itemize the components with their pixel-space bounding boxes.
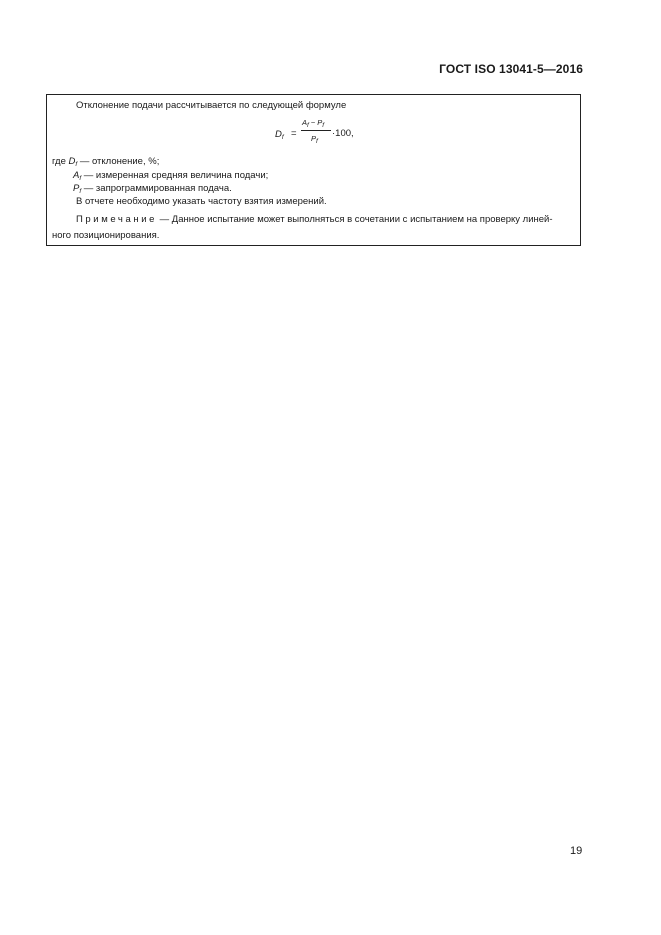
note-line-2: ного позиционирования. (52, 230, 160, 241)
formula-num-p: P (317, 118, 323, 127)
note-label: Примечание (76, 214, 157, 225)
note-line-1 (76, 214, 553, 226)
formula-den-p: P (311, 134, 317, 143)
note-text-1: — Данное испытание может выполняться в сочетании с испытанием на проверку линей- (157, 214, 553, 225)
content-frame (46, 94, 581, 246)
definition-sub: f (75, 161, 78, 168)
formula-numerator (302, 118, 324, 129)
formula-equals: = (291, 128, 297, 139)
formula-minus: − (310, 118, 316, 127)
report-requirement: В отчете необходимо указать частоту взятия измерений. (76, 196, 327, 207)
formula-lhs-sub: f (281, 134, 284, 141)
definition-prefix: где (52, 156, 69, 167)
definition-text: — измеренная средняя величина подачи; (81, 170, 269, 181)
page-number: 19 (570, 845, 583, 857)
definition-sub: f (79, 188, 82, 195)
definition-symbol: D (68, 156, 76, 167)
definition-deviation (52, 156, 159, 171)
intro-text: Отклонение подачи рассчитывается по следующей формуле (76, 100, 347, 111)
formula-lhs (275, 129, 284, 141)
formula (275, 118, 365, 152)
definition-text: — запрограммированная подача. (81, 183, 232, 194)
formula-lhs-symbol: D (275, 129, 282, 140)
formula-num-p-sub: f (322, 122, 325, 129)
fraction-bar (301, 130, 331, 131)
formula-den-sub: f (316, 138, 318, 145)
document-code: ГОСТ ISO 13041-5—2016 (439, 62, 583, 76)
definition-symbol: P (73, 183, 80, 194)
formula-rhs: ·100, (332, 128, 354, 139)
definition-text: — отклонение, %; (77, 156, 160, 167)
definition-symbol: A (73, 170, 80, 181)
formula-num-a: A (302, 118, 308, 127)
definition-sub: f (79, 175, 82, 182)
formula-fraction (301, 118, 331, 152)
formula-num-a-sub: f (307, 122, 309, 129)
formula-denominator (311, 134, 318, 145)
